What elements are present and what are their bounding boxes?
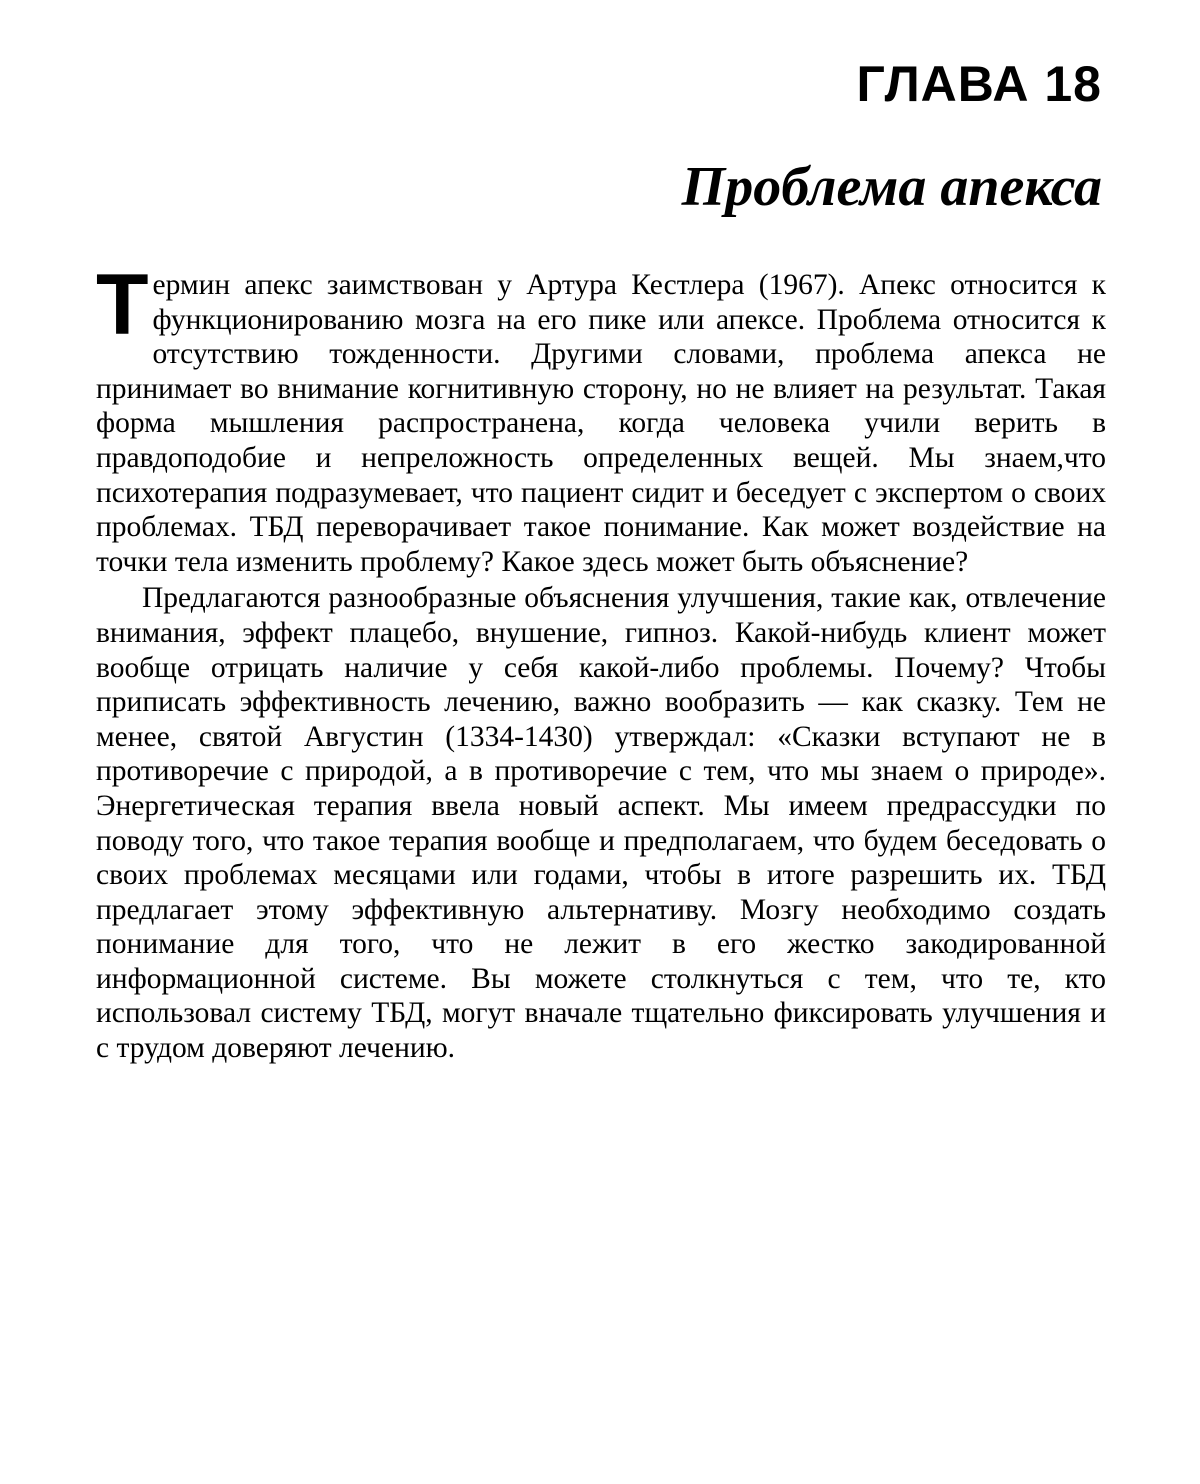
paragraph-2-text: Предлагаются разнообразные объяснения улучшения, такие как, отвлечение внимания, эффект плацебо, внушение, гипноз. Какой-нибудь клиент может вообще отрицать наличие у себя какой-либо проблемы. Почему? Чтобы приписать эффективность лечению, важно вообразить — как сказку. Тем не менее, святой Августин (1334-1430) утверждал: «Сказки вступают не в противоречие с природой, а в противоречие с тем, что мы знаем о природе». Энергетическая терапия ввела новый аспект. Мы имеем предрассудки по поводу того, что такое терапия вообще и предполагаем, что будем беседовать о своих проблемах месяцами или годами, чтобы в итоге разрешить их. ТБД предлагает этому эффективную альтернативу. Мозгу необходимо создать понимание для того, что не лежит в его жестко закодированной информационной системе. Вы можете столкнуться с тем, что те, кто использовал систему ТБД, могут вначале тщательно фиксировать улучшения и с трудом доверяют лечению. (96, 582, 1106, 1064)
paragraph-1-text: ермин апекс заимствован у Артура Кестлера (1967). Апекс относится к функционированию мозга на его пике или апексе. Проблема относится к отсутствию тожденности. Другими словами, проблема апекса не принимает во внимание когнитивную сторону, но не влияет на результат. Такая форма мышления распространена, когда человека учили верить в правдоподобие и непреложность определенных вещей. Мы знаем,что психотерапия подразумевает, что пациент сидит и беседует с экспертом о своих проблемах. ТБД переворачивает такое понимание. Как может воздействие на точки тела изменить проблему? Какое здесь может быть объяснение? (96, 269, 1106, 578)
paragraph-1 (96, 268, 1106, 579)
book-page (96, 52, 1106, 1066)
paragraph-2 (96, 581, 1106, 1065)
drop-cap: Т (96, 272, 149, 338)
chapter-title: Проблема апекса (96, 152, 1106, 222)
chapter-body (96, 268, 1106, 1066)
chapter-label: ГЛАВА 18 (96, 52, 1106, 116)
